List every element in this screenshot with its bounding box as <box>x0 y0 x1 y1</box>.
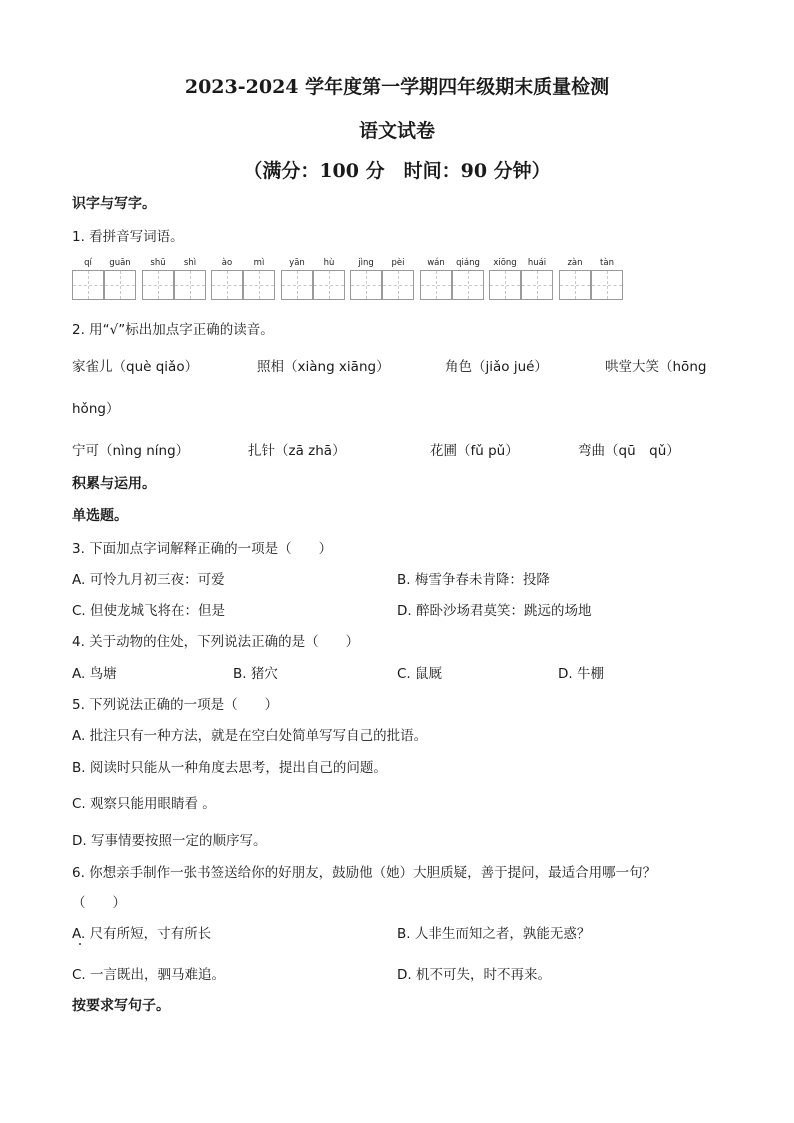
reading-item-3: 角色（jiǎo jué） <box>445 359 548 375</box>
character-writing-box[interactable] <box>211 270 243 300</box>
pinyin-label: pèi <box>391 258 405 268</box>
question-3-stem: 3. 下面加点字词解释正确的一项是（ ） <box>72 541 333 557</box>
pinyin-label: shū <box>150 258 166 268</box>
question-1-stem: 1. 看拼音写词语。 <box>72 229 184 245</box>
pinyin-label: huái <box>527 258 547 268</box>
character-writing-box[interactable] <box>174 270 206 300</box>
character-writing-box[interactable] <box>243 270 275 300</box>
pinyin-label: hù <box>323 258 335 268</box>
section-heading-accumulation: 积累与运用。 <box>72 476 156 492</box>
reading-item-2: 照相（xiàng xiāng） <box>257 359 390 375</box>
character-writing-box[interactable] <box>104 270 136 300</box>
reading-item-1: 家雀儿（què qiǎo） <box>72 359 199 375</box>
section-heading-single-choice: 单选题。 <box>72 508 128 524</box>
question-6-stem: 6. 你想亲手制作一张书签送给你的好朋友，鼓励他（她）大胆质疑，善于提问，最适合用哪一句？ <box>72 865 657 881</box>
character-writing-box[interactable] <box>350 270 382 300</box>
reading-item-7: 花圃（fǔ pǔ） <box>430 443 519 459</box>
pinyin-label: xiōng <box>493 258 517 268</box>
pinyin-label: qí <box>84 258 92 268</box>
q4-option-a[interactable]: A. 鸟塘 <box>72 666 117 682</box>
pinyin-label: mì <box>253 258 265 268</box>
pinyin-label: shì <box>183 258 197 268</box>
q5-option-a[interactable]: A. 批注只有一种方法，就是在空白处简单写写自己的批语。 <box>72 728 428 744</box>
pinyin-label: guān <box>109 258 131 268</box>
character-writing-box[interactable] <box>382 270 414 300</box>
pinyin-label: ào <box>221 258 233 268</box>
character-writing-box[interactable] <box>142 270 174 300</box>
question-2-stem: 2. 用“√”标出加点字正确的读音。 <box>72 322 274 338</box>
q4-option-b[interactable]: B. 猪穴 <box>233 666 278 682</box>
pinyin-label: tàn <box>600 258 614 268</box>
q3-option-d[interactable]: D. 醉卧沙场君莫笑：跳远的场地 <box>397 603 592 619</box>
character-writing-box[interactable] <box>521 270 553 300</box>
character-writing-box[interactable] <box>559 270 591 300</box>
section-heading-sentences: 按要求写句子。 <box>72 998 170 1014</box>
pinyin-label: jìng <box>358 258 374 268</box>
character-writing-box[interactable] <box>72 270 104 300</box>
q3-option-c[interactable]: C. 但使龙城飞将在：但是 <box>72 603 226 619</box>
q6-option-a[interactable]: A. 尺有所短，寸有所长 <box>72 926 212 942</box>
q4-option-c[interactable]: C. 鼠厩 <box>397 666 443 682</box>
character-writing-box[interactable] <box>452 270 484 300</box>
section-heading-literacy: 识字与写字。 <box>72 196 156 212</box>
reading-item-6: 扎针（zā zhā） <box>248 443 346 459</box>
pinyin-label: qiáng <box>456 258 480 268</box>
q6-option-b[interactable]: B. 人非生而知之者，孰能无惑？ <box>397 926 591 942</box>
emphasis-dot <box>79 943 81 945</box>
question-5-stem: 5. 下列说法正确的一项是（ ） <box>72 697 279 713</box>
exam-info: （满分：100 分 时间：90 分钟） <box>243 160 551 182</box>
character-writing-box[interactable] <box>420 270 452 300</box>
question-6-stem-cont: （ ） <box>72 895 126 911</box>
q5-option-d[interactable]: D. 写事情要按照一定的顺序写。 <box>72 833 267 849</box>
q5-option-b[interactable]: B. 阅读时只能从一种角度去思考，提出自己的问题。 <box>72 760 387 776</box>
exam-subtitle: 语文试卷 <box>358 120 435 142</box>
q4-option-d[interactable]: D. 牛棚 <box>558 666 604 682</box>
pinyin-label: yān <box>289 258 305 268</box>
character-writing-box[interactable] <box>591 270 623 300</box>
reading-item-4-cont: hǒng） <box>72 401 120 417</box>
q3-option-a[interactable]: A. 可怜九月初三夜：可爱 <box>72 572 225 588</box>
exam-title: 2023-2024 学年度第一学期四年级期末质量检测 <box>184 76 610 98</box>
reading-item-8: 弯曲（qū qǔ） <box>578 443 680 459</box>
character-writing-box[interactable] <box>281 270 313 300</box>
q5-option-c[interactable]: C. 观察只能用眼睛看 。 <box>72 796 216 812</box>
reading-item-5: 宁可（nìng níng） <box>72 443 190 459</box>
q6-option-c[interactable]: C. 一言既出，驷马难追。 <box>72 967 226 983</box>
pinyin-label: zàn <box>567 258 583 268</box>
question-4-stem: 4. 关于动物的住处，下列说法正确的是（ ） <box>72 634 360 650</box>
q3-option-b[interactable]: B. 梅雪争春未肯降：投降 <box>397 572 550 588</box>
q6-option-d[interactable]: D. 机不可失，时不再来。 <box>397 967 551 983</box>
pinyin-label: wán <box>427 258 445 268</box>
character-writing-box[interactable] <box>489 270 521 300</box>
reading-item-4: 哄堂大笑（hōng <box>605 359 707 375</box>
character-writing-box[interactable] <box>313 270 345 300</box>
